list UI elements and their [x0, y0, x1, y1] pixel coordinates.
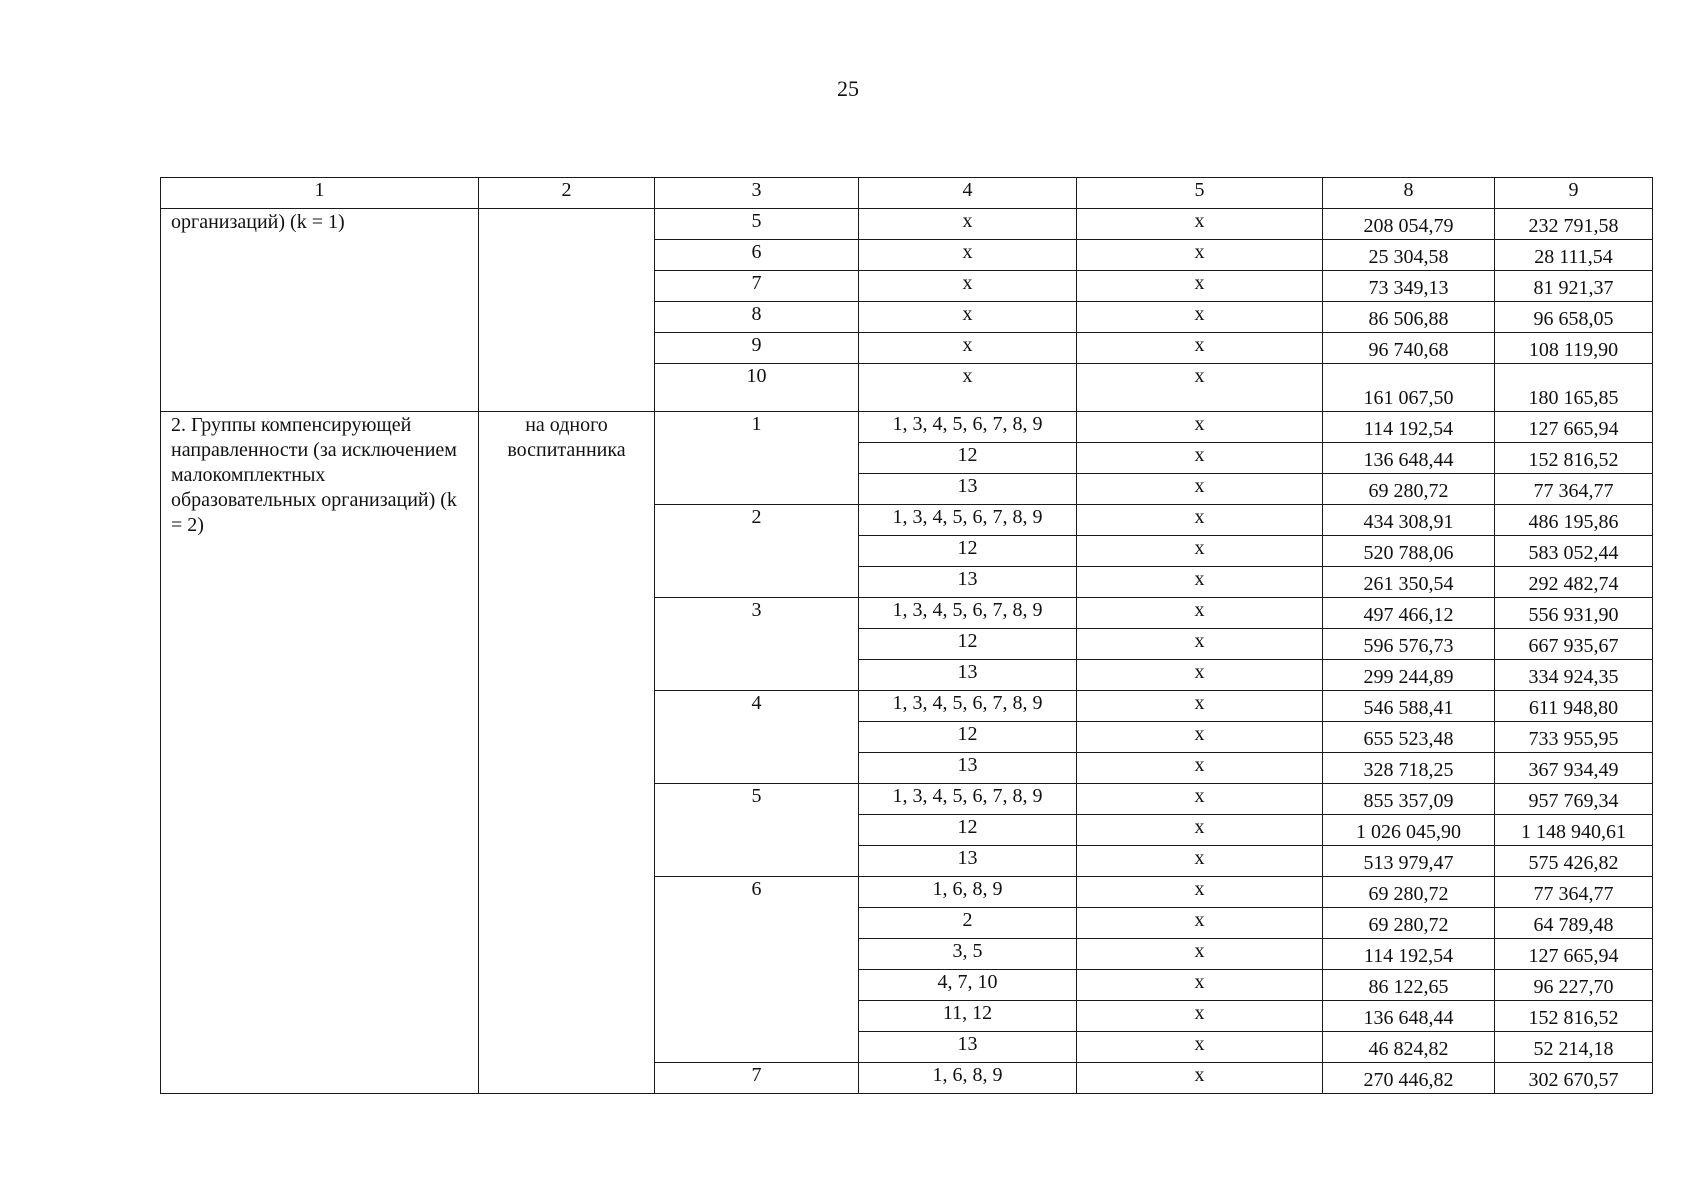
col4-cell: 1, 6, 8, 9	[859, 1063, 1077, 1094]
value-cell: 261 350,54	[1323, 567, 1495, 598]
unit-cell	[479, 209, 655, 412]
value-cell: 152 816,52	[1495, 1001, 1653, 1032]
col4-cell: x	[859, 364, 1077, 412]
category-label: организаций) (k = 1)	[161, 209, 479, 412]
col4-cell: 12	[859, 629, 1077, 660]
column-header: 8	[1323, 178, 1495, 209]
col5-cell: x	[1077, 660, 1323, 691]
col4-cell: 13	[859, 753, 1077, 784]
col4-cell: 12	[859, 722, 1077, 753]
col4-cell: 2	[859, 908, 1077, 939]
value-cell: 52 214,18	[1495, 1032, 1653, 1063]
col4-cell: x	[859, 240, 1077, 271]
value-cell: 69 280,72	[1323, 908, 1495, 939]
column-header: 9	[1495, 178, 1653, 209]
col5-cell: x	[1077, 302, 1323, 333]
col5-cell: x	[1077, 939, 1323, 970]
value-cell: 302 670,57	[1495, 1063, 1653, 1094]
col4-cell: x	[859, 302, 1077, 333]
col5-cell: x	[1077, 722, 1323, 753]
value-cell: 583 052,44	[1495, 536, 1653, 567]
value-cell: 486 195,86	[1495, 505, 1653, 536]
value-cell: 575 426,82	[1495, 846, 1653, 877]
col5-cell: x	[1077, 846, 1323, 877]
col5-cell: x	[1077, 629, 1323, 660]
column-header: 2	[479, 178, 655, 209]
value-cell: 73 349,13	[1323, 271, 1495, 302]
col5-cell: x	[1077, 908, 1323, 939]
value-cell: 108 119,90	[1495, 333, 1653, 364]
col5-cell: x	[1077, 364, 1323, 412]
value-cell: 667 935,67	[1495, 629, 1653, 660]
col4-cell: x	[859, 271, 1077, 302]
value-cell: 136 648,44	[1323, 443, 1495, 474]
value-cell: 25 304,58	[1323, 240, 1495, 271]
value-cell: 46 824,82	[1323, 1032, 1495, 1063]
col3-cell: 1	[655, 412, 859, 505]
col5-cell: x	[1077, 598, 1323, 629]
value-cell: 208 054,79	[1323, 209, 1495, 240]
value-cell: 513 979,47	[1323, 846, 1495, 877]
value-cell: 127 665,94	[1495, 412, 1653, 443]
value-cell: 96 227,70	[1495, 970, 1653, 1001]
value-cell: 86 506,88	[1323, 302, 1495, 333]
col4-cell: 1, 3, 4, 5, 6, 7, 8, 9	[859, 505, 1077, 536]
col3-cell: 2	[655, 505, 859, 598]
cost-table	[160, 177, 1653, 1094]
col3-cell: 7	[655, 1063, 859, 1094]
value-cell: 556 931,90	[1495, 598, 1653, 629]
col3-cell: 4	[655, 691, 859, 784]
col4-cell: 4, 7, 10	[859, 970, 1077, 1001]
category-label: 2. Группы компенсирующей направленности (за исключением малокомплектных образовательных организаций) (k = 2)	[161, 412, 479, 1094]
page-number: 25	[837, 76, 859, 101]
col5-cell: x	[1077, 970, 1323, 1001]
value-cell: 733 955,95	[1495, 722, 1653, 753]
col5-cell: x	[1077, 1063, 1323, 1094]
col5-cell: x	[1077, 333, 1323, 364]
col5-cell: x	[1077, 240, 1323, 271]
col5-cell: x	[1077, 412, 1323, 443]
col3-cell: 8	[655, 302, 859, 333]
column-header: 1	[161, 178, 479, 209]
col4-cell: 3, 5	[859, 939, 1077, 970]
col3-cell: 3	[655, 598, 859, 691]
col4-cell: 1, 3, 4, 5, 6, 7, 8, 9	[859, 412, 1077, 443]
col4-cell: 1, 3, 4, 5, 6, 7, 8, 9	[859, 598, 1077, 629]
value-cell: 546 588,41	[1323, 691, 1495, 722]
value-cell: 96 740,68	[1323, 333, 1495, 364]
column-header: 3	[655, 178, 859, 209]
value-cell: 520 788,06	[1323, 536, 1495, 567]
col4-cell: x	[859, 209, 1077, 240]
col4-cell: 11, 12	[859, 1001, 1077, 1032]
value-cell: 328 718,25	[1323, 753, 1495, 784]
value-cell: 957 769,34	[1495, 784, 1653, 815]
value-cell: 77 364,77	[1495, 877, 1653, 908]
value-cell: 334 924,35	[1495, 660, 1653, 691]
value-cell: 855 357,09	[1323, 784, 1495, 815]
col5-cell: x	[1077, 753, 1323, 784]
col5-cell: x	[1077, 815, 1323, 846]
value-cell: 86 122,65	[1323, 970, 1495, 1001]
col5-cell: x	[1077, 1032, 1323, 1063]
value-cell: 69 280,72	[1323, 877, 1495, 908]
col5-cell: x	[1077, 784, 1323, 815]
col3-cell: 6	[655, 877, 859, 1063]
value-cell: 152 816,52	[1495, 443, 1653, 474]
value-cell: 1 026 045,90	[1323, 815, 1495, 846]
col5-cell: x	[1077, 877, 1323, 908]
col5-cell: x	[1077, 474, 1323, 505]
col5-cell: x	[1077, 1001, 1323, 1032]
column-header: 5	[1077, 178, 1323, 209]
value-cell: 270 446,82	[1323, 1063, 1495, 1094]
unit-cell: на одного воспитанника	[479, 412, 655, 1094]
value-cell: 434 308,91	[1323, 505, 1495, 536]
col4-cell: 12	[859, 443, 1077, 474]
value-cell: 77 364,77	[1495, 474, 1653, 505]
col4-cell: 12	[859, 536, 1077, 567]
col5-cell: x	[1077, 443, 1323, 474]
col5-cell: x	[1077, 691, 1323, 722]
column-header: 4	[859, 178, 1077, 209]
value-cell: 292 482,74	[1495, 567, 1653, 598]
col4-cell: 13	[859, 660, 1077, 691]
value-cell: 180 165,85	[1495, 364, 1653, 412]
col4-cell: 1, 6, 8, 9	[859, 877, 1077, 908]
value-cell: 64 789,48	[1495, 908, 1653, 939]
col3-cell: 5	[655, 209, 859, 240]
value-cell: 28 111,54	[1495, 240, 1653, 271]
col4-cell: x	[859, 333, 1077, 364]
col3-cell: 9	[655, 333, 859, 364]
table-row	[161, 412, 1653, 443]
col3-cell: 10	[655, 364, 859, 412]
value-cell: 611 948,80	[1495, 691, 1653, 722]
col4-cell: 1, 3, 4, 5, 6, 7, 8, 9	[859, 691, 1077, 722]
col3-cell: 5	[655, 784, 859, 877]
value-cell: 96 658,05	[1495, 302, 1653, 333]
value-cell: 127 665,94	[1495, 939, 1653, 970]
col5-cell: x	[1077, 567, 1323, 598]
col4-cell: 13	[859, 567, 1077, 598]
header-row	[161, 178, 1653, 209]
col3-cell: 7	[655, 271, 859, 302]
value-cell: 367 934,49	[1495, 753, 1653, 784]
value-cell: 69 280,72	[1323, 474, 1495, 505]
value-cell: 596 576,73	[1323, 629, 1495, 660]
col4-cell: 13	[859, 1032, 1077, 1063]
value-cell: 1 148 940,61	[1495, 815, 1653, 846]
value-cell: 232 791,58	[1495, 209, 1653, 240]
value-cell: 136 648,44	[1323, 1001, 1495, 1032]
col4-cell: 13	[859, 846, 1077, 877]
value-cell: 497 466,12	[1323, 598, 1495, 629]
col5-cell: x	[1077, 209, 1323, 240]
value-cell: 655 523,48	[1323, 722, 1495, 753]
col3-cell: 6	[655, 240, 859, 271]
col5-cell: x	[1077, 505, 1323, 536]
table-row	[161, 209, 1653, 240]
value-cell: 114 192,54	[1323, 939, 1495, 970]
col4-cell: 13	[859, 474, 1077, 505]
value-cell: 81 921,37	[1495, 271, 1653, 302]
value-cell: 114 192,54	[1323, 412, 1495, 443]
col5-cell: x	[1077, 271, 1323, 302]
value-cell: 161 067,50	[1323, 364, 1495, 412]
col5-cell: x	[1077, 536, 1323, 567]
col4-cell: 1, 3, 4, 5, 6, 7, 8, 9	[859, 784, 1077, 815]
value-cell: 299 244,89	[1323, 660, 1495, 691]
col4-cell: 12	[859, 815, 1077, 846]
